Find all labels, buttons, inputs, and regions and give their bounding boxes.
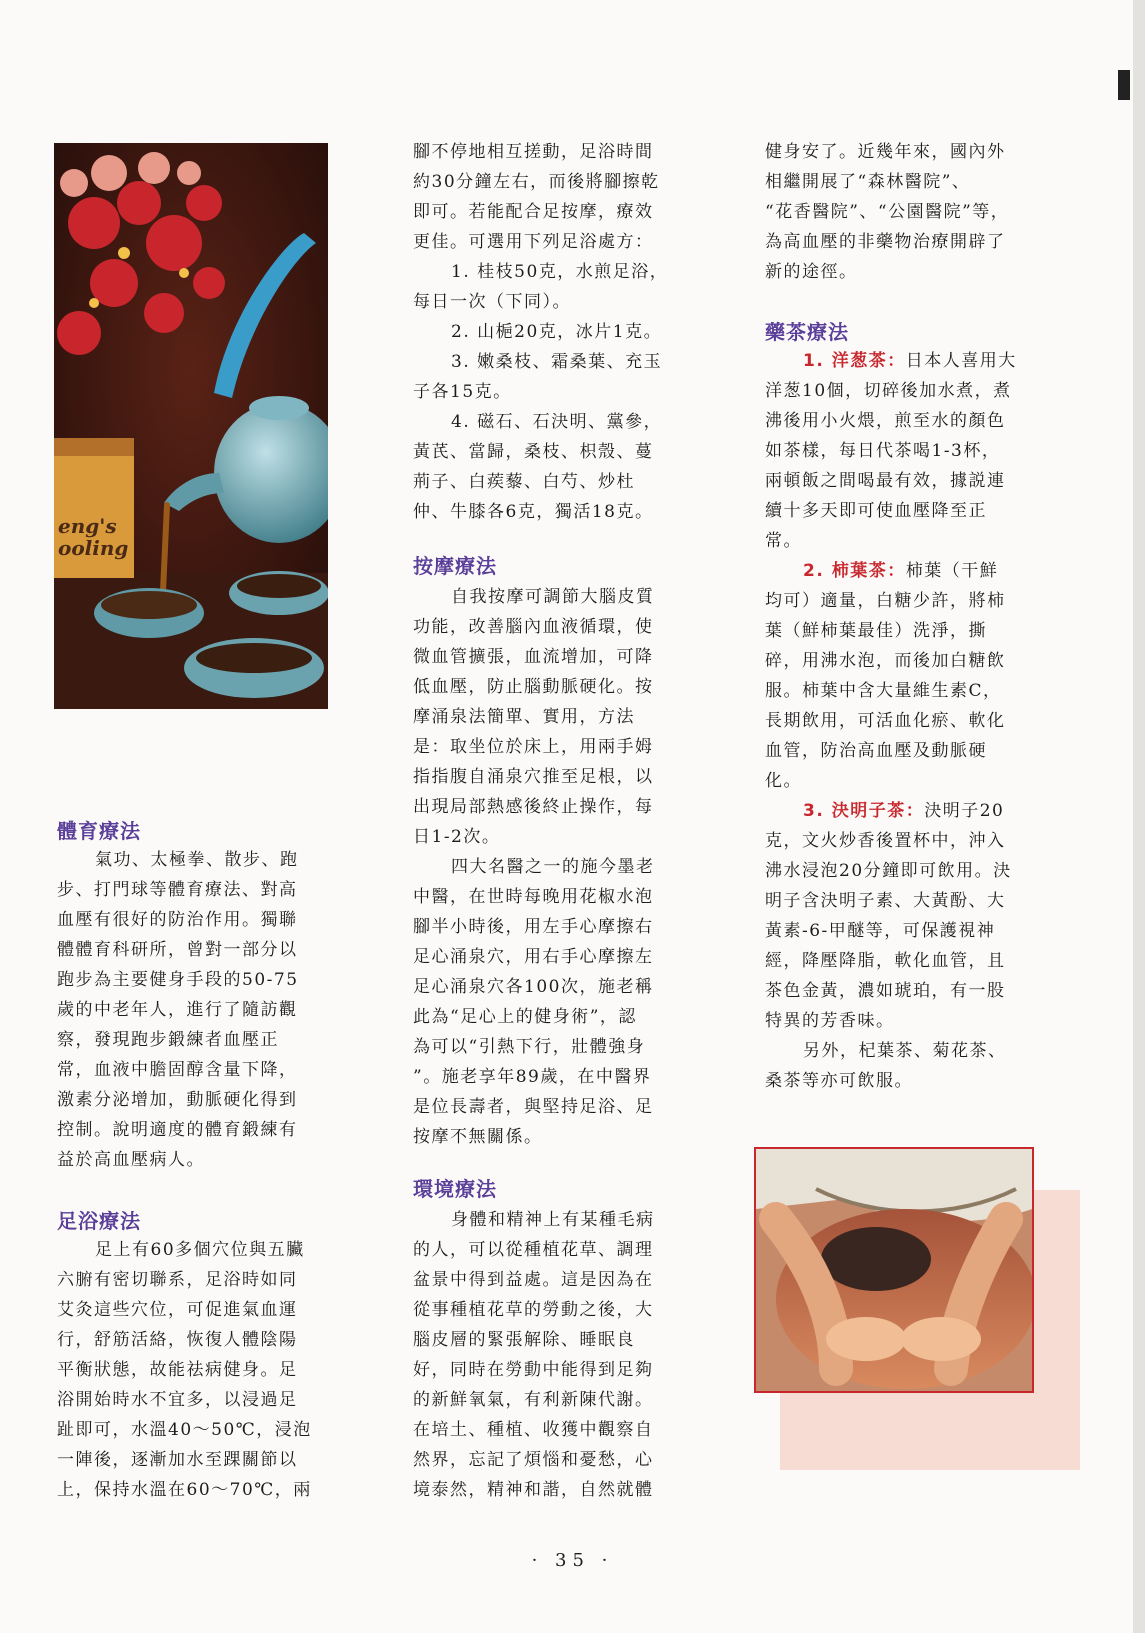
text-line-content: 沸後用小火煨，煎至水的顏色 [765,411,1006,431]
text-line-content: 艾灸這些穴位，可促進氣血運 [57,1300,298,1320]
text-line-content: 足上有60多個穴位與五臟 [95,1240,305,1260]
heading-sports-therapy: 體育療法 [57,819,141,843]
massage-therapy-text [413,582,689,1152]
tea-photo [54,143,328,709]
text-line [57,1085,333,1115]
text-line-content: 出現局部熱感後終止操作，每 [413,797,654,817]
tea-label: 1. 洋葱茶： [803,351,906,371]
text-line-content: 特異的芳香味。 [765,1011,895,1031]
text-line [765,796,1041,826]
text-line-content: 體體育科研所，曾對一部分以 [57,940,298,960]
tea-label: 2. 柿葉茶： [803,561,906,581]
text-line [413,257,689,287]
text-line [413,792,689,822]
text-line-content: 約30分鐘左右，而後將腳擦乾 [413,172,660,192]
text-line-content: 葉（鮮柿葉最佳）洗淨，撕 [765,621,987,641]
text-line-content: 從事種植花草的勞動之後，大 [413,1300,654,1320]
text-line-content: 明子含決明子素、大黃酚、大 [765,891,1006,911]
text-line-content: 日本人喜用大 [905,351,1017,371]
text-line-content: 續十多天即可使血壓降至正 [765,501,987,521]
environment-therapy-continued-text [765,137,1041,287]
text-line-content: 沸水浸泡20分鐘即可飲用。決 [765,861,1012,881]
text-line [57,875,333,905]
text-line [57,1295,333,1325]
text-line [413,702,689,732]
text-line [413,407,689,437]
text-line-content: 是位長壽者，與堅持足浴、足 [413,1097,654,1117]
text-line [413,347,689,377]
text-line [413,1205,689,1235]
text-line-content: 盆景中得到益處。這是因為在 [413,1270,654,1290]
text-line-content: 的人，可以從種植花草、調理 [413,1240,654,1260]
text-line-content: 察，發現跑步鍛練者血壓正 [57,1030,279,1050]
text-line-content: 步、打門球等體育療法、對高 [57,880,298,900]
text-line-content: 平衡狀態，故能祛病健身。足 [57,1360,298,1380]
text-line [765,1036,1041,1066]
text-line [413,1062,689,1092]
text-line [57,1235,333,1265]
text-line [765,556,1041,586]
text-line [765,257,1041,287]
text-line-content: 黃芪、當歸，桑枝、枳殼、蔓 [413,442,654,462]
text-line [765,706,1041,736]
text-line [765,736,1041,766]
text-line-content: 跑步為主要健身手段的50-75 [57,970,299,990]
text-line [765,946,1041,976]
text-line-content: 柿葉（干鮮 [905,561,999,581]
text-line [413,1325,689,1355]
text-line-content: 益於高血壓病人。 [57,1150,205,1170]
text-line [413,1092,689,1122]
svg-text:ooling: ooling [58,536,129,560]
text-line-content: 茶色金黃，濃如琥珀，有一股 [765,981,1006,1001]
text-line [765,376,1041,406]
text-line-content: 桑茶等亦可飲服。 [765,1071,913,1091]
text-line-content: 功能，改善腦內血液循環，使 [413,617,654,637]
text-line-content: 均可）適量，白糖少許，將柿 [765,591,1006,611]
text-line-content: 歲的中老年人，進行了隨訪觀 [57,1000,298,1020]
back-massage-illustration [756,1149,1032,1391]
text-line [413,1385,689,1415]
text-line-content: 趾即可，水溫40～50℃，浸泡 [57,1420,312,1440]
text-line [57,905,333,935]
text-line [413,1295,689,1325]
text-line-content: 仲、牛膝各6克，獨活18克。 [413,502,654,522]
text-line-content: 子各15克。 [413,382,512,402]
text-line-content: 低血壓，防止腦動脈硬化。按 [413,677,654,697]
sports-therapy-text [57,845,333,1175]
text-line [57,1415,333,1445]
text-line-content: 碎，用沸水泡，而後加白糖飲 [765,651,1006,671]
text-line [57,1445,333,1475]
text-line [57,1265,333,1295]
text-line-content: 氣功、太極拳、散步、跑 [95,850,299,870]
text-line-content: 腳半小時後，用左手心摩擦右 [413,917,654,937]
text-line-content: 日1-2次。 [413,827,501,847]
text-line-content: 為高血壓的非藥物治療開辟了 [765,232,1006,252]
text-line [413,732,689,762]
text-line-content: 在培土、種植、收獲中觀察自 [413,1420,654,1440]
foot-bath-prescriptions-text [413,137,689,527]
text-line-content: 1. 桂枝50克，水煎足浴， [451,262,669,282]
text-line-content: 血壓有很好的防治作用。獨聯 [57,910,298,930]
text-line [57,995,333,1025]
text-line-content: 常，血液中膽固醇含量下降， [57,1060,298,1080]
page-edge [1133,0,1145,1633]
text-line-content: 指指腹自涌泉穴推至足根，以 [413,767,654,787]
text-line [765,137,1041,167]
text-line [413,912,689,942]
text-line [413,1235,689,1265]
text-line-content: 荊子、白蒺藜、白芍、炒杜 [413,472,635,492]
text-line [57,1475,333,1505]
text-line [413,642,689,672]
text-line [413,467,689,497]
text-line [765,676,1041,706]
text-line [765,976,1041,1006]
text-line-content: 服。柿葉中含大量維生素C， [765,681,1002,701]
text-line [765,436,1041,466]
text-line-content: 新的途徑。 [765,262,858,282]
text-line-content: 摩涌泉法簡單、實用，方法 [413,707,635,727]
text-line [413,287,689,317]
text-line [413,942,689,972]
text-line [765,496,1041,526]
svg-text:eng's: eng's [58,514,117,538]
text-line [57,1025,333,1055]
text-line-content: 更佳。可選用下列足浴處方： [413,232,654,252]
text-line [765,1006,1041,1036]
text-line [413,822,689,852]
text-line [57,1325,333,1355]
text-line [57,1355,333,1385]
text-line-content: 按摩不無關係。 [413,1127,543,1147]
text-line-content: 另外，杞葉茶、菊花茶、 [803,1041,1007,1061]
text-line [413,672,689,702]
text-line [765,586,1041,616]
text-line [57,1115,333,1145]
text-line [765,197,1041,227]
text-line-content: 洋葱10個，切碎後加水煮，煮 [765,381,1012,401]
text-line-content: ”。施老享年89歲，在中醫界 [413,1067,652,1087]
text-line-content: 激素分泌增加，動脈硬化得到 [57,1090,298,1110]
text-line-content: 足心涌泉穴各100次，施老稱 [413,977,654,997]
text-line [57,1055,333,1085]
text-line-content: 足心涌泉穴，用右手心摩擦左 [413,947,654,967]
text-line-content: 自我按摩可調節大腦皮質 [451,587,655,607]
text-line [765,916,1041,946]
text-line [413,852,689,882]
text-line [765,616,1041,646]
text-line-content: 四大名醫之一的施今墨老 [451,857,655,877]
text-line-content: 常。 [765,531,802,551]
text-line-content: 決明子20 [924,801,1005,821]
text-line-content: 腳不停地相互搓動，足浴時間 [413,142,654,162]
text-line [413,197,689,227]
text-line-content: 兩頓飯之間喝最有效，據説連 [765,471,1006,491]
text-line-content: 好，同時在勞動中能得到足夠 [413,1360,654,1380]
text-line [57,935,333,965]
text-line [765,526,1041,556]
text-line [413,582,689,612]
heading-herbal-tea-therapy: 藥茶療法 [765,320,849,344]
text-line [413,1355,689,1385]
text-line-content: 相繼開展了“森林醫院”、 [765,172,971,192]
text-line [413,1002,689,1032]
text-line [413,762,689,792]
text-line [413,377,689,407]
text-line [413,972,689,1002]
text-line-content: 身體和精神上有某種毛病 [451,1210,655,1230]
text-line-content: 微血管擴張，血流增加，可降 [413,647,654,667]
text-line-content: 4. 磁石、石決明、黨參， [451,412,663,432]
text-line [413,882,689,912]
text-line [765,886,1041,916]
tea-label: 3. 決明子茶： [803,801,925,821]
heading-massage-therapy: 按摩療法 [413,554,497,578]
text-line-content: 即可。若能配合足按摩，療效 [413,202,654,222]
text-line-content: 境泰然，精神和諧，自然就體 [413,1480,654,1500]
text-line-content: 化。 [765,771,802,791]
heading-environment-therapy: 環境療法 [413,1177,497,1201]
text-line-content: 上，保持水溫在60～70℃，兩 [57,1480,312,1500]
text-line-content: 血管，防治高血壓及動脈硬 [765,741,987,761]
heading-foot-bath-therapy: 足浴療法 [57,1209,141,1233]
text-line-content: 克，文火炒香後置杯中，沖入 [765,831,1006,851]
text-line [413,1265,689,1295]
text-line-content: 腦皮層的緊張解除、睡眠良 [413,1330,635,1350]
text-line-content: 六腑有密切聯系，足浴時如同 [57,1270,298,1290]
page-number: · 35 · [531,1550,614,1571]
text-line-content: 一陣後，逐漸加水至踝關節以 [57,1450,298,1470]
text-line [765,826,1041,856]
text-line-content: 長期飲用，可活血化瘀、軟化 [765,711,1006,731]
text-line [413,167,689,197]
massage-photo [754,1147,1034,1393]
text-line [57,845,333,875]
text-line [765,766,1041,796]
herbal-tea-text [765,346,1041,1096]
text-line [413,1475,689,1505]
text-line [413,1032,689,1062]
text-line-content: 黃素-6-甲醚等，可保護視神 [765,921,996,941]
text-line-content: 然界，忘記了煩惱和憂愁，心 [413,1450,654,1470]
text-line-content: 此為“足心上的健身術”，認 [413,1007,637,1027]
text-line [765,466,1041,496]
text-line-content: 浴開始時水不宜多，以浸過足 [57,1390,298,1410]
text-line [413,227,689,257]
text-line [765,856,1041,886]
text-line-content: 每日一次（下同）。 [413,292,571,312]
text-line [413,317,689,347]
environment-therapy-text [413,1205,689,1505]
teapot-flowers-illustration [54,143,328,709]
text-line-content: 控制。說明適度的體育鍛練有 [57,1120,298,1140]
text-line-content: 經，降壓降脂，軟化血管，且 [765,951,1006,971]
text-line-content: 健身安了。近幾年來，國內外 [765,142,1006,162]
text-line [765,406,1041,436]
scan-mark [1118,70,1130,100]
text-line [413,1445,689,1475]
text-line-content: 中醫，在世時每晚用花椒水泡 [413,887,654,907]
text-line [57,1145,333,1175]
text-line [413,137,689,167]
text-line-content: 2. 山梔20克，冰片1克。 [451,322,663,342]
text-line [765,346,1041,376]
text-line [765,1066,1041,1096]
text-line [765,167,1041,197]
text-line-content: 的新鮮氧氣，有利新陳代謝。 [413,1390,654,1410]
text-line [413,612,689,642]
text-line [413,1415,689,1445]
text-line [413,497,689,527]
text-line [57,1385,333,1415]
text-line-content: 為可以“引熱下行，壯體強身 [413,1037,646,1057]
text-line-content: 如茶樣，每日代茶喝1-3杯， [765,441,1001,461]
foot-bath-text [57,1235,333,1505]
text-line [765,227,1041,257]
text-line-content: 是：取坐位於床上，用兩手姆 [413,737,654,757]
text-line [765,646,1041,676]
text-line-content: 3. 嫩桑枝、霜桑葉、充玉 [451,352,663,372]
text-line-content: 行，舒筋活絡，恢復人體陰陽 [57,1330,298,1350]
text-line-content: “花香醫院”、“公園醫院”等， [765,202,1010,222]
text-line [413,437,689,467]
text-line [57,965,333,995]
text-line [413,1122,689,1152]
